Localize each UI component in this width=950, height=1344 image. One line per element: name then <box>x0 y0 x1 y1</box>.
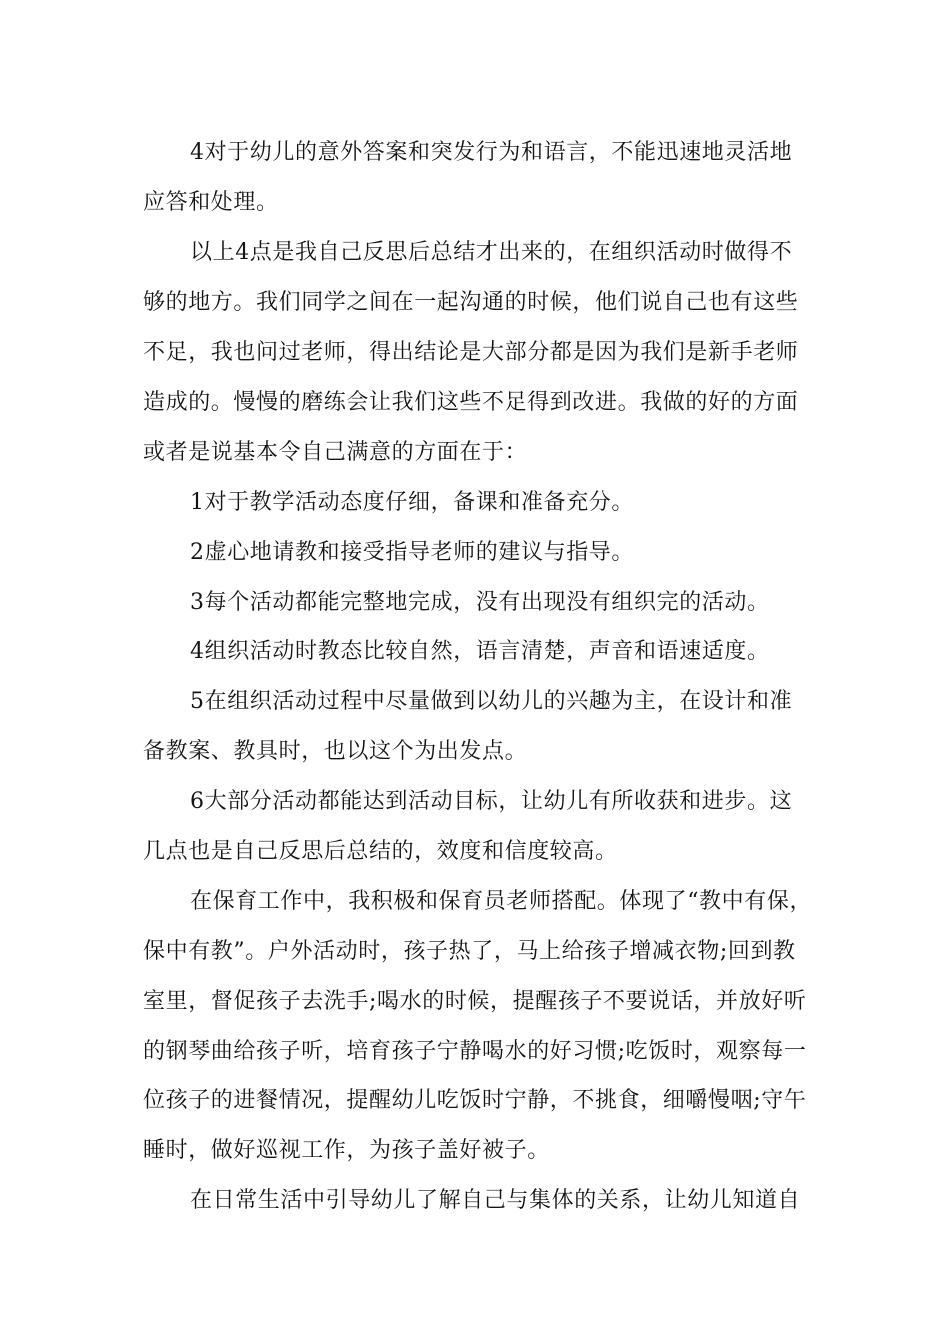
text-line: 6大部分活动都能达到活动目标，让幼儿有所收获和进步。这 <box>190 789 793 814</box>
text-line: 应答和处理。 <box>143 190 279 215</box>
text-line: 保中有教”。户外活动时，孩子热了，马上给孩子增减衣物;回到教 <box>143 939 796 964</box>
text-line: 室里，督促孩子去洗手;喝水的时候，提醒孩子不要说话，并放好听 <box>143 989 807 1014</box>
text-line: 睡时，做好巡视工作，为孩子盖好被子。 <box>143 1138 550 1163</box>
text-line: 4组织活动时教态比较自然，语言清楚，声音和语速适度。 <box>190 639 770 664</box>
text-line: 5在组织活动过程中尽量做到以幼儿的兴趣为主，在设计和准 <box>190 689 793 714</box>
text-line: 以上4点是我自己反思后总结才出来的，在组织活动时做得不 <box>190 240 793 265</box>
text-line: 1对于教学活动态度仔细，备课和准备充分。 <box>190 490 634 515</box>
text-line: 不足，我也问过老师，得出结论是大部分都是因为我们是新手老师 <box>143 340 799 365</box>
text-line: 3每个活动都能完整地完成，没有出现没有组织完的活动。 <box>190 590 770 615</box>
text-line: 在保育工作中，我积极和保育员老师搭配。体现了“教中有保， <box>190 889 813 914</box>
text-line: 备教案、教具时，也以这个为出发点。 <box>143 739 528 764</box>
text-line: 位孩子的进餐情况，提醒幼儿吃饭时宁静，不挑食，细嚼慢咽;守午 <box>143 1088 807 1113</box>
text-line: 或者是说基本令自己满意的方面在于： <box>143 440 528 465</box>
text-line: 2虚心地请教和接受指导老师的建议与指导。 <box>190 540 634 565</box>
text-line: 在日常生活中引导幼儿了解自己与集体的关系，让幼儿知道自 <box>190 1188 801 1213</box>
text-line: 4对于幼儿的意外答案和突发行为和语言，不能迅速地灵活地 <box>190 140 793 165</box>
text-line: 够的地方。我们同学之间在一起沟通的时候，他们说自己也有这些 <box>143 290 799 315</box>
text-line: 的钢琴曲给孩子听，培育孩子宁静喝水的好习惯;吃饭时，观察每一 <box>143 1039 807 1064</box>
text-line: 几点也是自己反思后总结的，效度和信度较高。 <box>143 839 618 864</box>
text-line: 造成的。慢慢的磨练会让我们这些不足得到改进。我做的好的方面 <box>143 390 799 415</box>
